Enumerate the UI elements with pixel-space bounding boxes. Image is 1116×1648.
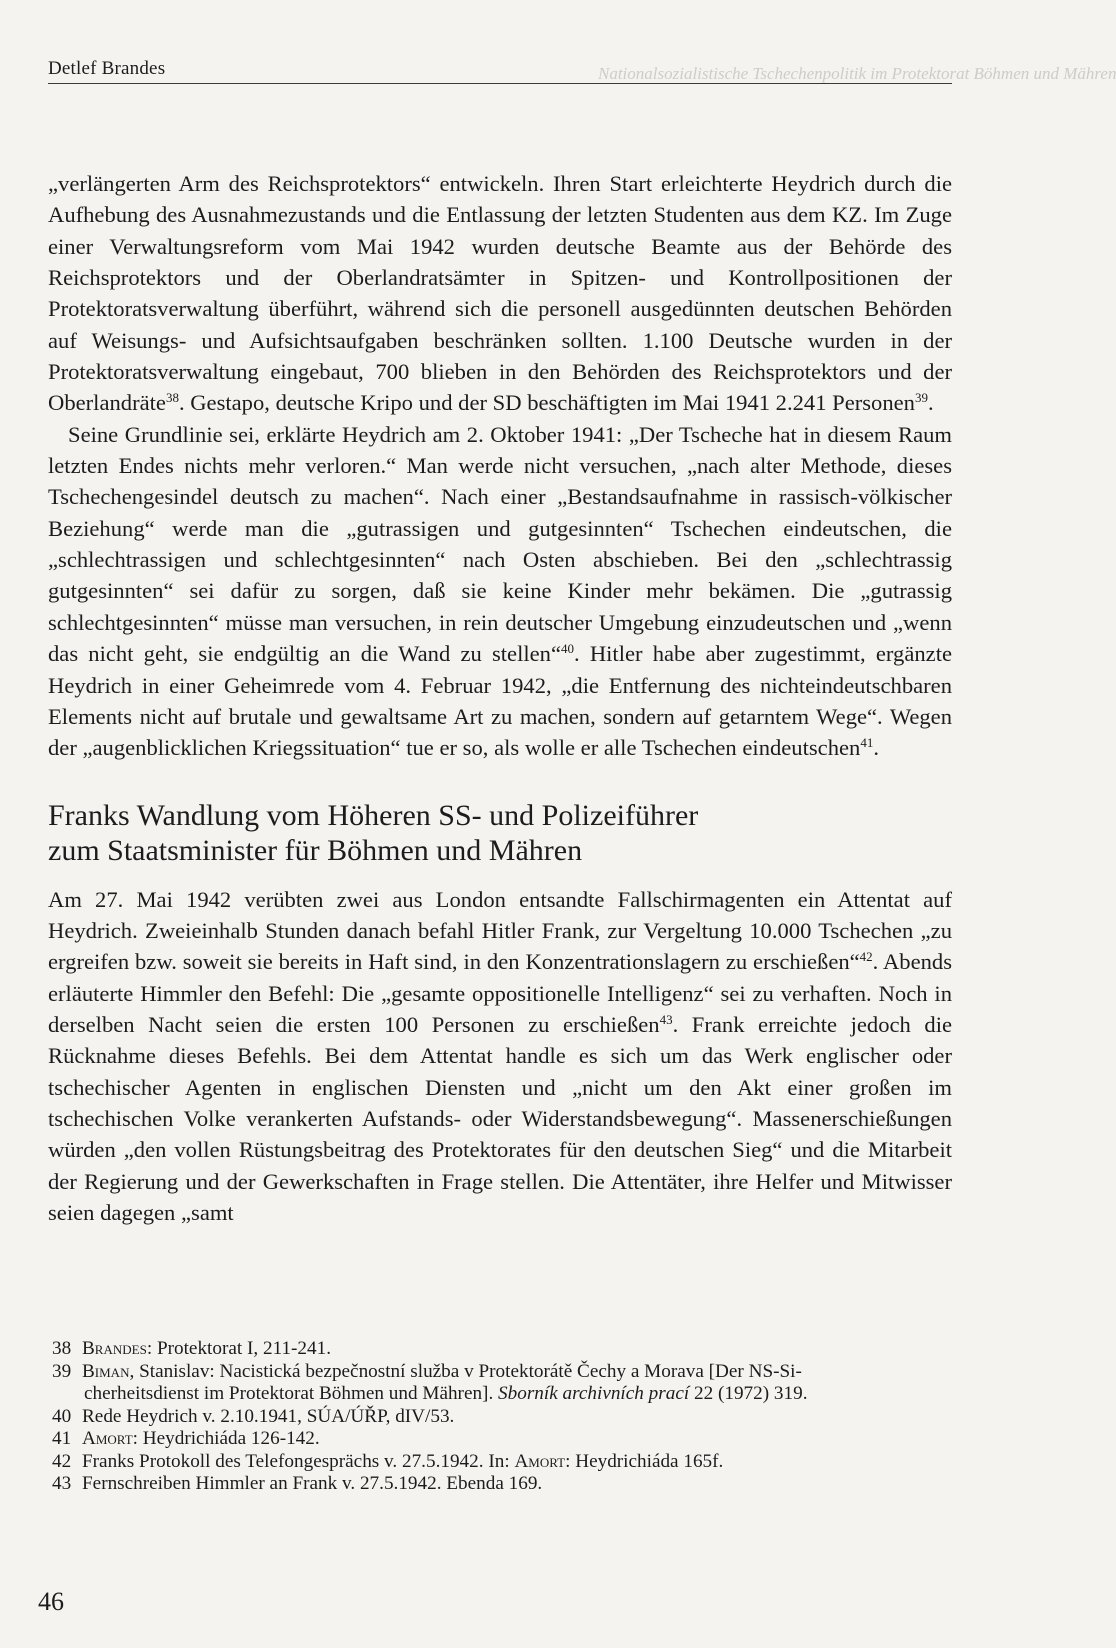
footnote-43: 43 Fernschreiben Himmler an Frank v. 27.5.1942. Ebenda 169.: [52, 1473, 543, 1494]
footnote-ref-40[interactable]: 40: [561, 641, 574, 657]
header-author: Detlef Brandes: [48, 58, 166, 79]
footnote-ref-42[interactable]: 42: [859, 949, 873, 965]
footnote-40: 40 Rede Heydrich v. 2.10.1941, SÚA/ÚŘP, dIV/53.: [52, 1405, 455, 1427]
footnote-ref-41[interactable]: 41: [860, 735, 874, 751]
footnote-39: 39 Biman, Stanislav: Nacistická bezpečnostní služba v Protektorátě Čechy a Morava [Der NS-Si- cherheitsdienst im Protektorat Böhmen und Mähren]. Sborník archivních prací 22 (1972) 319.: [52, 1360, 808, 1404]
footnotes: [52, 1338, 952, 1496]
page-number: 46: [38, 1587, 64, 1616]
footnote-ref-43[interactable]: 43: [659, 1011, 673, 1027]
footnote-41: 41 Amort: Heydrichiáda 126-142.: [52, 1428, 320, 1449]
footnote-ref-39[interactable]: 39: [914, 390, 928, 406]
section-heading: Franks Wandlung vom Höheren SS- und Polizeiführer zum Staatsminister für Böhmen und Mähren: [48, 798, 699, 867]
main-text: [48, 168, 952, 1228]
paragraph-3: Am 27. Mai 1942 verübten zwei aus London entsandte Fallschirmagenten ein Attentat auf Heydrich. Zweieinhalb Stunden danach befahl Hitler Frank, zur Vergeltung 10.000 Tschechen „zu ergreifen bzw. soweit sie bereits in Haft sind, in den Konzentrationslagern zu erschießen“$^{42}$. Abends erläuterte Himmler den Befehl: Die „gesamte oppositionelle Intelligenz“ sei zu verhaften. Noch in derselben Nacht seien die ersten 100 Personen zu erschießen$^{43}$. Frank erreichte jedoch die Rücknahme dieses Befehls. Bei dem Attentat handle es sich um das Werk englischer oder tschechischer Agenten in englischen Diensten und „nicht um den Akt einer großen im tschechischen Volke verankerten Aufstands- oder Widerstandsbewegung“. Massenerschießungen würden „den vollen Rüstungsbeitrag des Protektorates für den deutschen Sieg“ und die Mitarbeit der Regierung und der Gewerkschaften in Frage stellen. Die Attentäter, ihre Helfer und Mitwisser seien dagegen „samt: [48, 886, 952, 1225]
footnote-ref-38[interactable]: 38: [165, 390, 179, 406]
paragraph-2: Seine Grundlinie sei, erklärte Heydrich am 2. Oktober 1941: „Der Tscheche hat in diesem Raum letzten Endes nichts mehr verloren.“ Man werde nicht versuchen, „nach alter Methode, dieses Tschechengesindel deutsch zu machen“. Nach einer „Bestandsaufnahme in rassisch-völkischer Beziehung“ werde man die „gutrassigen und gutgesinnten“ Tschechen eindeutschen, die „schlechtrassigen und schlechtgesinnten“ nach Osten abschieben. Bei den „schlechtrassig gutgesinnten“ sei dafür zu sorgen, daß sie keine Kinder mehr bekämen. Die „gutrassig schlechtgesinnten“ müsse man versuchen, in rein deutscher Umgebung einzudeutschen und „wenn das nicht geht, sie endgültig an die Wand zu stellen“$^{40}$. Hitler habe aber zugestimmt, ergänzte Heydrich in einer Geheimrede vom 4. Februar 1942, „die Entfernung des nichteindeutschbaren Elements nicht auf brutale und gewaltsame Art zu machen, sondern auf getarntem Wege“. Wegen der „augenblicklichen Kriegssituation“ tue er so, als wolle er alle Tschechen eindeutschen$^{41}$.: [48, 421, 953, 761]
bleed-through-header: Nationalsozialistische Tschechenpolitik im Protektorat Böhmen und Mähren: [598, 64, 1116, 83]
footnote-38: 38 Brandes: Protektorat I, 211-241.: [52, 1338, 332, 1359]
footnote-42: 42 Franks Protokoll des Telefongesprächs v. 27.5.1942. In: Amort: Heydrichiáda 165f.: [52, 1450, 724, 1472]
paragraph-1: „verlängerten Arm des Reichsprotektors“ entwickeln. Ihren Start erleichterte Heydrich durch die Aufhebung des Ausnahmezustands und die Entlassung der letzten Studenten aus dem KZ. Im Zuge einer Verwaltungsreform vom Mai 1942 wurden deutsche Beamte aus der Behörde des Reichsprotektors und der Oberlandratsämter in Spitzen- und Kontrollpositionen der Protektoratsverwaltung überführt, während sich die personell ausgedünnten deutschen Behörden auf Weisungs- und Aufsichtsaufgaben beschränken sollten. 1.100 Deutsche wurden in der Protektoratsverwaltung eingebaut, 700 blieben in den Behörden des Reichsprotektors und der Oberlandräte$^{38}$. Gestapo, deutsche Kripo und der SD beschäftigten im Mai 1941 2.241 Personen$^{39}$.: [48, 171, 952, 416]
